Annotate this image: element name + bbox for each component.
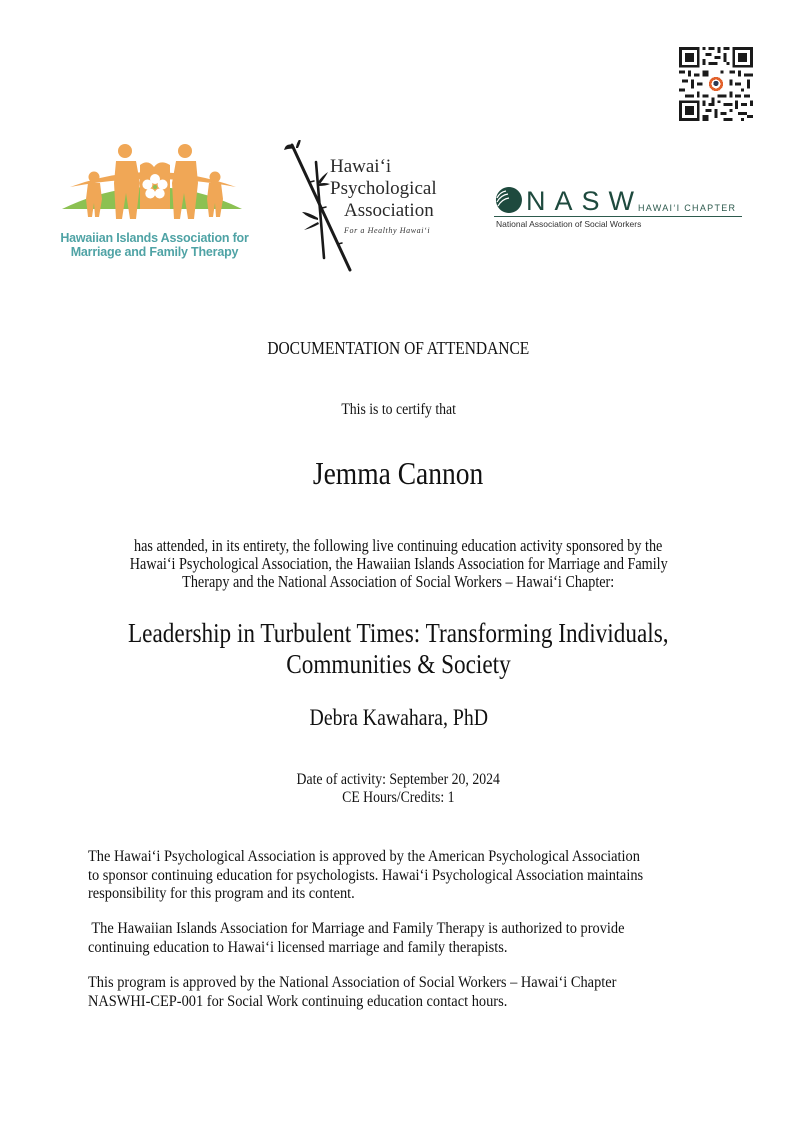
hiamft-name-line1: Hawaiian Islands Association for [60,231,249,245]
course-title-line-1: Leadership in Turbulent Times: Transforming Individuals, [128,618,669,648]
hpa-logo [284,140,454,275]
hiamft-name-line2: Marriage and Family Therapy [70,245,239,259]
date-of-activity: Date of activity: September 20, 2024 [296,771,501,788]
nasw-logo [494,184,744,234]
presenter-name: Debra Kawahara, PhD [309,705,488,730]
certify-text: This is to certify that [341,401,456,418]
nasw-chapter: HAWAIʻI CHAPTER [638,203,737,213]
nasw-approval-statement: This program is approved by the National Association of Social Workers – Hawaiʻi Chapter NASWHI-CEP-001 for Social Work continuing education contact hours. [88,974,617,1010]
nasw-acronym: NASW [526,186,643,216]
apa-approval-statement: The Hawaiʻi Psychological Association is approved by the American Psychological Association to sponsor continuing education for psychologists. Hawaiʻi Psychological Association maintains responsibility for this program and its content. [88,848,644,902]
sponsorship-line-3: Therapy and the National Association of Social Workers – Hawaiʻi Chapter: [182,572,615,591]
hpa-name-line3: Association [344,200,434,221]
hpa-name-line1: Hawaiʻi [330,156,392,177]
attendee-name: Jemma Cannon [313,455,484,491]
hiamft-approval-statement: The Hawaiian Islands Association for Marriage and Family Therapy is authorized to provide continuing education to Hawaiʻi licensed marriage and family therapists. [88,920,625,956]
hiamft-logo [52,143,257,263]
qr-code [679,47,753,121]
hpa-tagline: For a Healthy Hawaiʻi [344,226,431,235]
ce-hours: CE Hours/Credits: 1 [342,789,455,806]
family-figures-icon [52,143,257,231]
nasw-subtitle: National Association of Social Workers [496,219,642,229]
course-title-line-2: Communities & Society [286,649,511,679]
nasw-divider [494,216,742,217]
nasw-wave-icon [494,186,524,214]
certificate-heading: DOCUMENTATION OF ATTENDANCE [267,338,530,358]
hpa-name-line2: Psychological [330,178,437,199]
sponsorship-line-2: Hawaiʻi Psychological Association, the Hawaiian Islands Association for Marriage and Family [129,554,668,573]
sponsorship-line-1: has attended, in its entirety, the following live continuing education activity sponsored by the [134,536,663,555]
